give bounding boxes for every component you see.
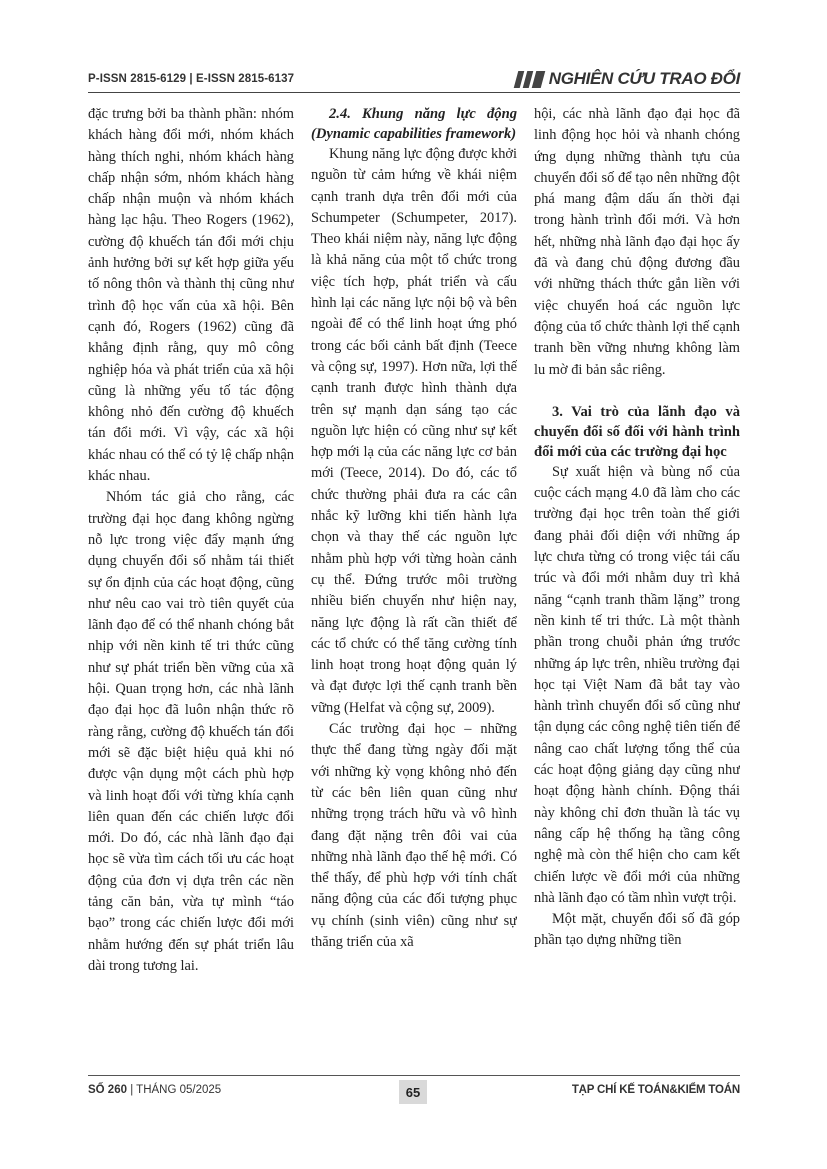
column-2 — [311, 104, 517, 1042]
header-rule — [88, 92, 740, 93]
paragraph: Khung năng lực động được khởi nguồn từ cảm hứng về khái niệm cạnh tranh dựa trên đổi mới của Schumpeter (Schumpeter, 2017). Theo khái niệm này, năng lực động là khả năng của một tổ chức trong việc tích hợp, phát triển và cấu hình lại các năng lực nội bộ và bên ngoài để có thể linh hoạt ứng phó trong các bối cảnh bất định (Teece và cộng sự, 1997). Hơn nữa, lợi thế cạnh tranh được hình thành dựa trên sự mạnh dạn sáng tạo các nguồn lực hiện có cũng như sự kết hợp mới lạ của các năng lực cơ bản mới (Teece, 2014). Do đó, các tổ chức thường phải đưa ra các cân nhắc kỹ lưỡng khi tiến hành lựa chọn và thay thế các nguồn lực nhằm phù hợp với từng hoàn cảnh cụ thể. Đứng trước môi trường nhiều biến chuyển như hiện nay, năng lực động là rất cần thiết để các tổ chức có thể tăng cường tính linh hoạt trong hoạt động quản lý và đạt được lợi thế cạnh tranh bền vững (Helfat và cộng sự, 2009). — [311, 146, 517, 716]
column-3 — [534, 104, 740, 1042]
issn-text: P-ISSN 2815-6129 | E-ISSN 2815-6137 — [88, 73, 295, 85]
paragraph: Sự xuất hiện và bùng nổ của cuộc cách mạng 4.0 đã làm cho các trường đại học trên toàn thế giới đang phải đối diện với những áp lực chưa từng có trong việc tái cấu trúc và đổi mới nhằm duy trì khả năng “cạnh tranh thầm lặng” trong nền kinh tế tri thức. Là một thành phần trong chuỗi phản ứng trước những áp lực trên, nhiều trường đại học tại Việt Nam đã bắt tay vào hành trình chuyển đổi số cũng như tận dụng các công nghệ tiên tiến để nâng cao chất lượng tổng thể của các hoạt động giảng dạy cũng như hoạt động hành chính. Động thái này không chỉ đơn thuần là tác vụ nâng cấp hệ thống hạ tầng công nghệ mà còn thể hiện cho cam kết chiến lược về đổi mới của những nhà lãnh đạo có tầm nhìn vượt trội. — [534, 463, 740, 906]
issue-date: | THÁNG 05/2025 — [127, 1084, 222, 1096]
paragraph: Một mặt, chuyển đổi số đã góp phần tạo dựng những tiền — [534, 911, 740, 949]
journal-name: TẠP CHÍ KẾ TOÁN&KIỂM TOÁN — [571, 1084, 740, 1096]
column-1 — [88, 104, 294, 1042]
section-title: NGHIÊN CỨU TRAO ĐỔI — [548, 69, 740, 88]
paragraph: Nhóm tác giả cho rằng, các trường đại học đang không ngừng nỗ lực trong việc đẩy mạnh ứng dụng chuyển đổi số nhằm tái thiết sự ổn định của các hoạt động, cũng như nêu cao vai trò tiên quyết của lãnh đạo để có thể nhanh chóng bắt nhịp với nền kinh tế tri thức cũng như sự phát triển bền vững của xã hội. Quan trọng hơn, các nhà lãnh đạo đại học đã luôn nhận thức rõ ràng rằng, cường độ khuếch tán đổi mới sẽ đặc biệt hiệu quả khi nó được vận dụng một cách phù hợp và linh hoạt đối với từng khía cạnh liên quan đến các chiến lược đổi mới. Do đó, các nhà lãnh đạo đại học sẽ vừa tìm cách tối ưu các hoạt động của đơn vị dựa trên các nền tảng căn bản, vừa tự mình “táo bạo” trong các chiến lược đổi mới nhằm hướng đến sự phát triển lâu dài trong tương lai. — [88, 489, 294, 974]
section-brand — [516, 68, 740, 90]
section-heading-3: 3. Vai trò của lãnh đạo và chuyển đổi số đối với hành trình đổi mới của các trường đại học — [534, 403, 740, 460]
issue-info — [88, 1084, 221, 1096]
section-heading-2-4: 2.4. Khung năng lực động (Dynamic capabilities framework) — [311, 106, 517, 142]
footer-rule — [88, 1075, 740, 1076]
page-number: 65 — [399, 1080, 427, 1104]
paragraph: Các trường đại học – những thực thể đang từng ngày đối mặt với những kỳ vọng không nhỏ đến từ các bên liên quan cũng như những trọng trách hữu và vô hình đang đặt nặng trên đôi vai của những nhà lãnh đạo thế hệ mới. Có thể thấy, để phù hợp với tính chất năng động của các đối tượng phục vụ chính (sinh viên) cũng như sự thăng triển của xã — [311, 721, 517, 950]
page-header — [88, 68, 740, 92]
paragraph: hội, các nhà lãnh đạo đại học đã linh động học hỏi và nhanh chóng ứng dụng những thành tựu của chuyển đổi số để tạo nên những đột phá mang đậm dấu ấn thời đại trong hành trình đổi mới. Và hơn hết, những nhà lãnh đạo đại học ấy đã và đang chủ động đương đầu với những thách thức gắn liền với việc chuyển hoá các nguồn lực động của tổ chức thành lợi thế cạnh tranh bền vững nhưng không làm lu mờ đi bản sắc riêng. — [534, 106, 740, 378]
article-body — [88, 104, 740, 1042]
paragraph: đặc trưng bởi ba thành phần: nhóm khách hàng đổi mới, nhóm khách hàng thích nghi, nhóm khách hàng chấp nhận sớm, nhóm khách hàng chấp nhận muộn và nhóm khách hàng lạc hậu. Theo Rogers (1962), cường độ khuếch tán đổi mới chịu ảnh hưởng bởi sự kết hợp giữa yếu tố nông thôn và thành thị cũng như trình độ học vấn của xã hội. Bên cạnh đó, Rogers (1962) cũng đã khẳng định rằng, quy mô công nghiệp hóa và phát triển của xã hội cũng là những yếu tố tác động không nhỏ đến cường độ khuếch tán đổi mới. Vì vậy, các xã hội khác nhau có thể có tỷ lệ chấp nhận khác nhau. — [88, 106, 294, 485]
issue-number: SỐ 260 — [88, 1084, 127, 1096]
page-footer — [88, 1080, 740, 1106]
section-bars-icon — [516, 71, 543, 88]
